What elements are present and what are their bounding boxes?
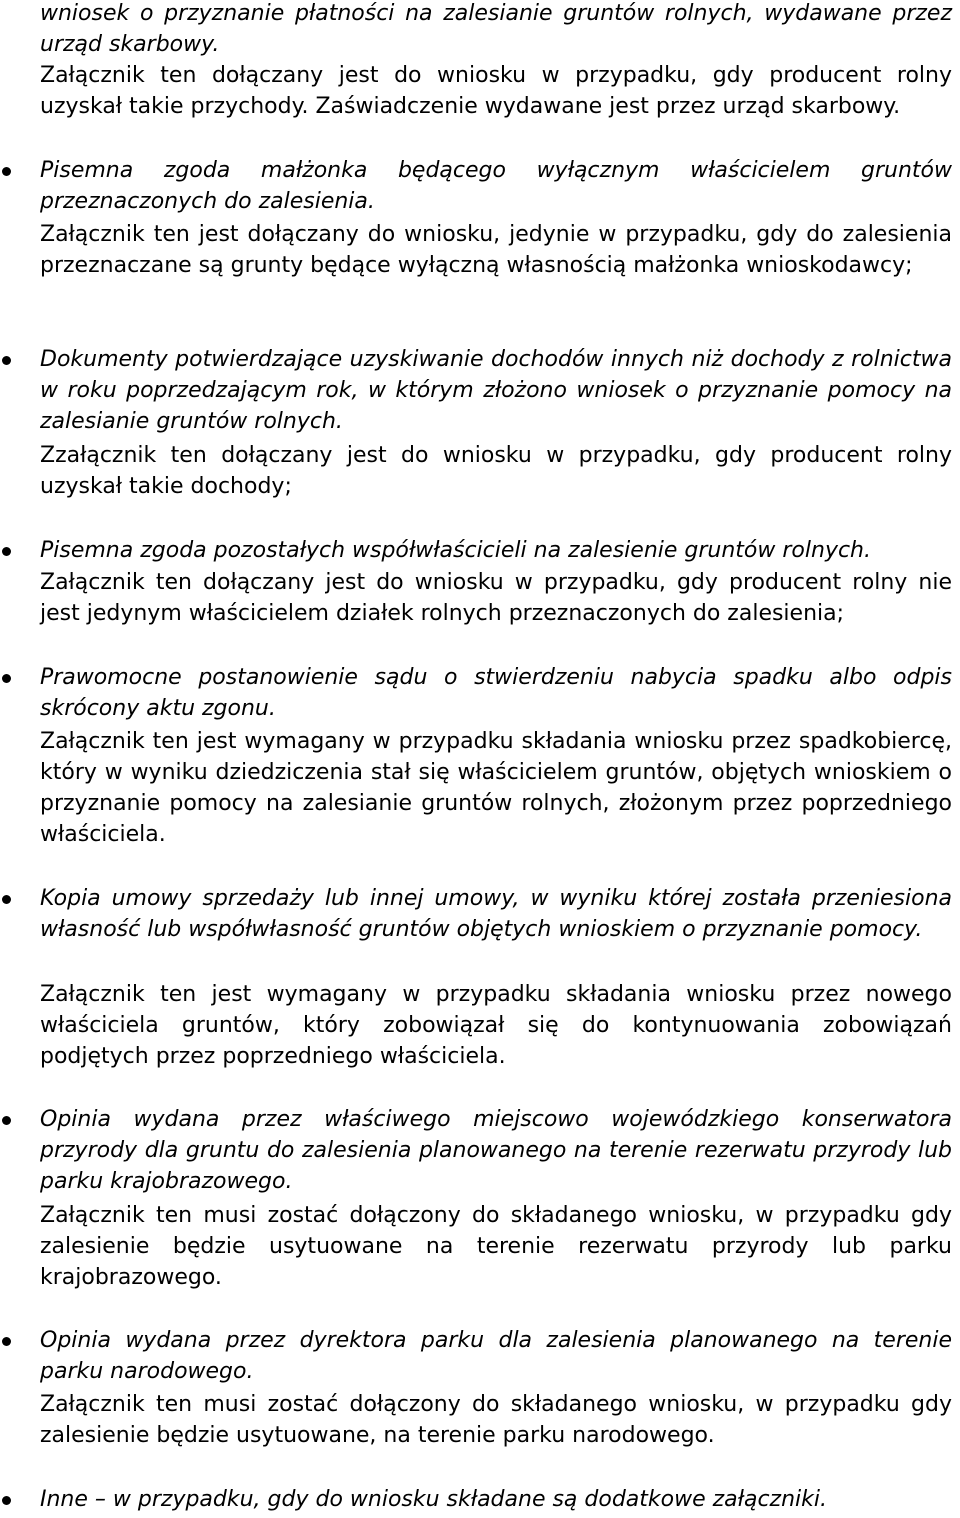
bullet-icon — [2, 167, 11, 176]
list-item-title: Opinia wydana przez właściwego miejscowo wojewódzkiego konserwatora przyrody dla gruntu do zalesienia planowanego na terenie rezerwatu przyrody lub parku krajobrazowego. — [40, 1107, 952, 1194]
bullet-icon — [2, 895, 11, 904]
list-item-title: Kopia umowy sprzedaży lub innej umowy, w wyniku której została przeniesiona własność lub współwłasność gruntów objętych wnioskiem o przyznanie pomocy. — [40, 886, 952, 942]
list-item-note: Załącznik ten musi zostać dołączony do składanego wniosku, w przypadku gdy zalesienie będzie usytuowane, na terenie parku narodowego. — [40, 1392, 952, 1448]
list-item-note: Załącznik ten jest dołączany do wniosku, jedynie w przypadku, gdy do zalesienia przeznaczane są grunty będące wyłączną własnością małżonka wnioskodawcy; — [40, 222, 952, 278]
bullet-icon — [2, 674, 11, 683]
bullet-icon — [2, 1116, 11, 1125]
list-item-note: Załącznik ten jest wymagany w przypadku składania wniosku przez nowego właściciela gruntów, który zobowiązał się do kontynuowania zobowiązań podjętych przez poprzedniego właściciela. — [40, 982, 952, 1069]
bullet-icon — [2, 547, 11, 556]
list-item-title: Opinia wydana przez dyrektora parku dla zalesienia planowanego na terenie parku narodowego. — [40, 1328, 952, 1384]
bullet-icon — [2, 1337, 11, 1346]
list-item-note: Zzałącznik ten dołączany jest do wniosku w przypadku, gdy producent rolny uzyskał takie dochody; — [40, 443, 952, 499]
bullet-icon — [2, 356, 11, 365]
list-item-title: Prawomocne postanowienie sądu o stwierdzeniu nabycia spadku albo odpis skrócony aktu zgonu. — [40, 665, 952, 721]
intro-note-text: Załącznik ten dołączany jest do wniosku w przypadku, gdy producent rolny uzyskał takie przychody. Zaświadczenie wydawane jest przez urząd skarbowy. — [40, 63, 952, 119]
list-item-note: Załącznik ten jest wymagany w przypadku składania wniosku przez spadkobiercę, który w wyniku dziedziczenia stał się właścicielem gruntów, objętych wnioskiem o przyznanie pomocy na zalesianie gruntów rolnych, złożonym przez poprzedniego właściciela. — [40, 729, 952, 847]
list-item-title: Inne – w przypadku, gdy do wniosku składane są dodatkowe załączniki. — [40, 1487, 827, 1512]
bullet-icon — [2, 1496, 11, 1505]
list-item-title: Pisemna zgoda pozostałych współwłaścicieli na zalesienie gruntów rolnych. — [40, 538, 871, 563]
list-item-title: Pisemna zgoda małżonka będącego wyłącznym właścicielem gruntów przeznaczonych do zalesienia. — [40, 158, 952, 214]
list-item-note: Załącznik ten musi zostać dołączony do składanego wniosku, w przypadku gdy zalesienie będzie usytuowane na terenie rezerwatu przyrody lub parku krajobrazowego. — [40, 1203, 952, 1290]
intro-italic-text: wniosek o przyznanie płatności na zalesianie gruntów rolnych, wydawane przez urząd skarbowy. — [40, 1, 952, 57]
list-item-title: Dokumenty potwierdzające uzyskiwanie dochodów innych niż dochody z rolnictwa w roku poprzedzającym rok, w którym złożono wniosek o przyznanie pomocy na zalesianie gruntów rolnych. — [40, 347, 952, 434]
list-item-note: Załącznik ten dołączany jest do wniosku w przypadku, gdy producent rolny nie jest jedynym właścicielem działek rolnych przeznaczonych do zalesienia; — [40, 570, 952, 626]
